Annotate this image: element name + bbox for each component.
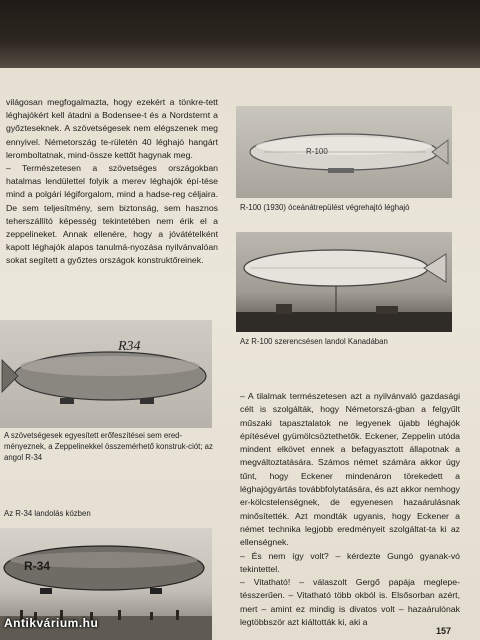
right-paragraph-2: – És nem így volt? – kérdezte Gungó gyanak-vó tekintettel.	[240, 550, 460, 574]
page-number: 157	[436, 626, 452, 636]
r100-landing-caption: Az R-100 szerencsésen landol Kanadában	[240, 337, 388, 346]
r100-flight-caption: R-100 (1930) óceánátrepülést végrehajtó léghajó	[240, 203, 410, 212]
r34-flight-photo	[0, 320, 212, 428]
r100-landing-photo	[236, 232, 452, 332]
r34-landing-hull-label: R-34	[24, 559, 51, 573]
left-paragraph-1: világosan megfogalmazta, hogy ezekért a tönkre-tett léghajókért kell átadni a Bodensee-t és a Nordsternt a győzteseknek. A szövetségesek nem elégszenek meg ennyivel. Németország te-rületén 40 léghajó hangárt leromboltatnak, mind-össze kettőt hagynak meg.	[6, 97, 218, 160]
photo-dark-border	[0, 0, 480, 70]
left-text-column	[6, 96, 218, 268]
right-paragraph-3: – Vitatható! – válaszolt Gergő papája meglepe-tésszerűen. – Vitatható több okból is. Elsősorban azért, mert – amint ez mindig is divatos volt – hazaárulónak legtöbbször azt kiáltották ki, aki a	[240, 577, 460, 628]
r34-landing-caption: Az R-34 landolás közben	[4, 509, 91, 518]
left-paragraph-2: – Természetesen a szövetséges országokban hatalmas lendülettel folyik a merev léghajók épí-tése mind a polgári légiforgalom, mind a hadse-reg céljaira. De sem teljesítmény, sem biztonság, sem hasznos teherszállító képesség tekintetében nem érik el a zeppelineket. Annak ellenére, hogy a jóvátételként kapott léghajók alapos tanulmá-nyozása nyilvánvalóan sokat segített a győztes országok konstruktőreinek.	[6, 163, 218, 266]
r100-flight-photo	[236, 106, 452, 198]
r34-hull-label: R34	[118, 339, 141, 354]
watermark-logo: Antikvárium.hu	[4, 616, 99, 630]
book-page	[0, 68, 480, 640]
r100-hull-label: R-100	[306, 147, 328, 156]
right-paragraph-1: – A tilalmak természetesen azt a nyilvánvaló gazdasági célt is szolgálták, hogy Németorszá-gban a felgyűlt műszaki tapasztalatok ne legyenek újabb léghajók építésével gyümölcsöztethetők. Eckener, Zeppelin utóda mindent elkövet ennek a befagyasztott állapotnak a megváltoztatására. Számos német számára akkor úgy tűnt, hogy Eckener mindenáron törekedett a léghajógyártás továbbfolytatására, és azt akkor nemhogy er-kölcstelenségnek, de egyenesen hazaárulásnak minősítették. Azt mondták ugyanis, hogy Eckener a német technika legjobb eredményeit szolgáltat-ta ki az ellenségnek.	[240, 391, 460, 548]
r34-flight-caption: A szövetségesek egyesített erőfeszítései sem ered-ményeznek, a Zeppelinekkel összemérhető konstruk-ciót; az angol R-34	[4, 431, 213, 462]
right-text-column	[240, 390, 460, 629]
